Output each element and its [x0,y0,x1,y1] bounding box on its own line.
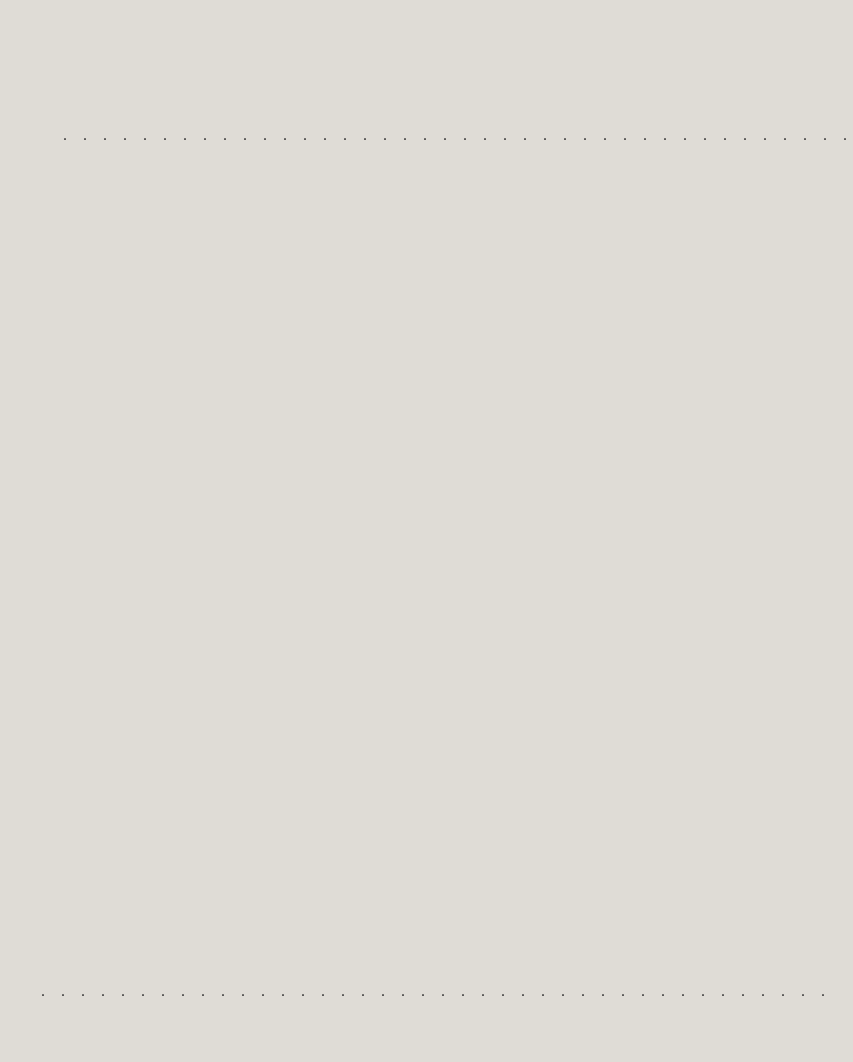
toc-entry-intro[interactable] [57,127,853,145]
leader-dots: . . . . . . . . . . . . . . . . . . . . . . . . . . . . . . . . . . . . . . . . [63,127,853,144]
leader-dots: . . . . . . . . . . . . . . . . . . . . . . . . . . . . . . . . . . . . . . . . [41,983,831,1000]
toc-entry-commentary[interactable] [35,983,831,1001]
